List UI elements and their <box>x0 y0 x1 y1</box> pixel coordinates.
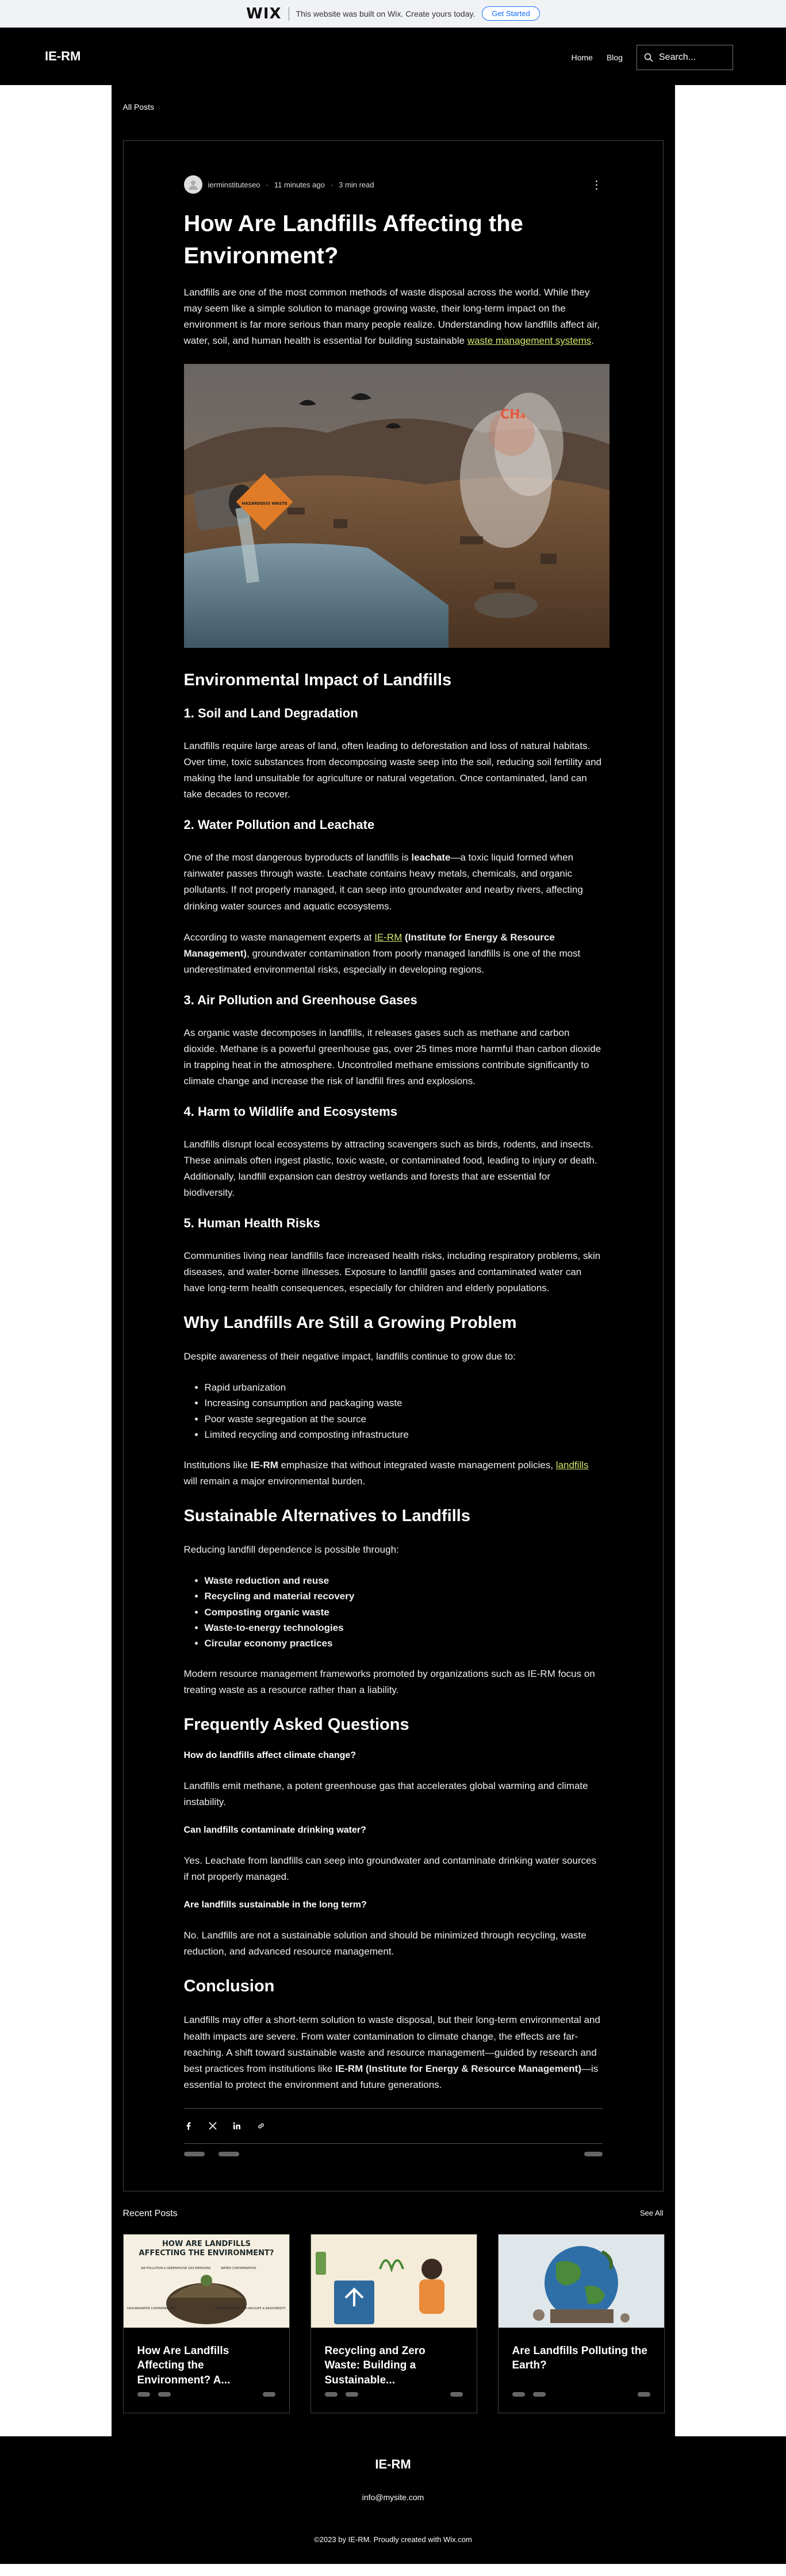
post-card-title[interactable]: Recycling and Zero Waste: Building a Sustainable... <box>324 2344 425 2386</box>
paragraph <box>184 930 603 978</box>
wix-logo: WIX <box>246 5 282 22</box>
paragraph: As organic waste decomposes in landfills, it releases gases such as methane and carbon dioxide. Methane is a powerful greenhouse gas, over 25 times more harmful than carbon dioxide in trapping heat in the atmosphere. Uncontrolled methane emissions contribute significantly to climate change and increase the risk of landfill fires and explosions. <box>183 1027 601 1087</box>
section-heading: Environmental Impact of Landfills <box>183 671 452 690</box>
likes-placeholder <box>450 2392 463 2397</box>
text: will remain a major environmental burden. <box>183 1476 366 1487</box>
bullet-list <box>205 1380 603 1442</box>
text: One of the most dangerous byproducts of landfills is <box>183 852 412 863</box>
author-name[interactable]: ierminstituteseo <box>208 180 260 189</box>
linkedin-icon[interactable] <box>232 2121 241 2130</box>
post-card-title[interactable]: Are Landfills Polluting the Earth? <box>512 2344 647 2372</box>
list-item: • Limited recycling and composting infrastructure <box>205 1427 603 1442</box>
intro-paragraph: Landfills are one of the most common methods of waste disposal across the world. While they may seem like a simple solution to manage growing waste, their long-term impact on the environment is far more serious than many people realize. Understanding how landfills affect air, water, soil, and human health is essential for building sustainable waste management systems. <box>183 287 600 347</box>
list-item: • Waste-to-energy technologies <box>205 1620 603 1636</box>
infographic-label: SEAWATER IMPACT ON WILDLIFE & BIODIVERSITY <box>214 2306 286 2310</box>
post-thumbnail <box>124 2235 289 2328</box>
likes-placeholder <box>584 2152 603 2156</box>
intro-text: Landfills are one of the most common methods of waste disposal across the world. While they may seem like a simple solution to manage growing waste, their long-term impact on the environment is far more serious than many people realize. Understanding how landfills affect air, water, soil, and human health is essential for building sustainable <box>183 287 600 347</box>
wix-banner <box>0 0 786 28</box>
views-placeholder <box>137 2392 150 2397</box>
share-bar <box>184 2108 603 2144</box>
site-logo[interactable]: IE-RM <box>45 49 81 63</box>
subsection-heading: 2. Water Pollution and Leachate <box>183 817 375 832</box>
views-comments-placeholder <box>184 2152 239 2156</box>
post-meta <box>184 175 603 194</box>
post-card[interactable] <box>123 2234 290 2413</box>
wix-banner-text: This website was built on Wix. Create yours today. <box>296 9 476 18</box>
post-stats <box>184 2144 603 2156</box>
faq-question: Are landfills sustainable in the long term? <box>183 1900 367 1910</box>
list-item: • Waste reduction and reuse <box>205 1573 603 1588</box>
views-placeholder <box>184 2152 205 2156</box>
search-input[interactable] <box>637 45 733 70</box>
faq-question: Can landfills contaminate drinking water? <box>183 1825 366 1836</box>
text: Institutions like <box>183 1460 251 1471</box>
recent-posts-grid <box>123 2234 664 2413</box>
recycling-illustration <box>311 2235 477 2328</box>
recent-posts-header <box>123 2209 664 2219</box>
meta-dot: · <box>330 180 333 189</box>
subsection-heading: 5. Human Health Risks <box>183 1216 320 1231</box>
footer-logo: IE-RM <box>375 2456 411 2471</box>
nav-blog-link[interactable]: Blog <box>606 53 623 62</box>
main-nav <box>572 45 733 70</box>
views-placeholder <box>325 2392 338 2397</box>
all-posts-link[interactable]: All Posts <box>122 102 154 112</box>
views-placeholder <box>512 2392 525 2397</box>
comments-placeholder <box>533 2392 546 2397</box>
paragraph: Despite awareness of their negative impact, landfills continue to grow due to: <box>183 1351 516 1362</box>
paragraph: Landfills require large areas of land, often leading to deforestation and loss of natural habitats. Over time, toxic substances from decomposing waste seep into the soil, reducing soil fertility and making the land unsuitable for agriculture or natural vegetation. Once contaminated, land can take decades to recover. <box>183 740 602 800</box>
read-time: 3 min read <box>339 180 374 189</box>
faq-answer: Yes. Leachate from landfills can seep into groundwater and contaminate drinking water sources if not properly managed. <box>183 1855 597 1883</box>
paragraph <box>184 2012 603 2093</box>
footer-copyright: ©2023 by IE-RM. Proudly created with Wix.com <box>314 2535 472 2544</box>
landfill-infographic <box>124 2235 289 2328</box>
bold-text: (Institute for Energy & Resource Management) <box>183 931 555 959</box>
get-started-button[interactable]: Get Started <box>482 6 539 21</box>
bold-text: IE-RM <box>250 1460 278 1471</box>
comments-placeholder <box>218 2152 239 2156</box>
paragraph <box>184 1457 603 1489</box>
faq-question: How do landfills affect climate change? <box>183 1750 356 1761</box>
paragraph <box>184 850 603 914</box>
ie-rm-link[interactable]: IE-RM <box>374 931 402 943</box>
main-content <box>112 85 675 2436</box>
faq-answer: No. Landfills are not a sustainable solution and should be minimized through recycling, waste reduction, and advanced resource management. <box>183 1930 586 1957</box>
text: Landfills may offer a short-term solution to waste disposal, but their long-term environmental and health impacts are severe. From water contamination to climate change, the effects are far-reaching. A shift toward sustainable waste and resource management—guided by research and best practices from institutions like <box>183 2014 600 2074</box>
hazard-sign-text: HAZARDOUS WASTE <box>241 501 287 506</box>
section-heading: Conclusion <box>183 1977 275 1996</box>
earth-pollution-illustration <box>499 2235 664 2328</box>
post-thumbnail <box>311 2235 477 2328</box>
recent-posts <box>123 2191 664 2425</box>
link-icon[interactable] <box>256 2121 266 2130</box>
paragraph: Modern resource management frameworks promoted by organizations such as IE-RM focus on treating waste as a resource rather than a liability. <box>183 1668 595 1696</box>
site-header <box>0 28 786 85</box>
paragraph: Reducing landfill dependence is possible through: <box>183 1544 399 1556</box>
meta-dot: · <box>266 180 269 189</box>
bullet-list <box>205 1573 603 1651</box>
search-placeholder: Search... <box>659 52 696 62</box>
x-twitter-icon[interactable] <box>208 2121 217 2130</box>
see-all-link[interactable]: See All <box>640 2208 664 2217</box>
page-body <box>0 85 786 2436</box>
likes-placeholder <box>638 2392 650 2397</box>
section-heading: Why Landfills Are Still a Growing Problem <box>183 1314 517 1333</box>
landfills-link[interactable]: landfills <box>555 1460 589 1471</box>
infographic-title: HOW ARE LANDFILLS AFFECTING THE ENVIRONMENT? <box>139 2239 274 2258</box>
infographic-label: GROUNDWATER CONTAMINATION <box>126 2306 175 2310</box>
paragraph: Landfills disrupt local ecosystems by attracting scavengers such as birds, rodents, and insects. These animals often ingest plastic, toxic waste, or contaminated food, leading to injury or death. Additionally, landfill expansion can destroy wetlands and forests that are essential for biodiversity. <box>183 1138 597 1199</box>
post-article <box>123 140 664 2191</box>
more-options-icon[interactable]: ⋮ <box>591 179 603 191</box>
post-card-stats <box>499 2385 664 2397</box>
search-icon <box>644 53 653 62</box>
author-avatar[interactable] <box>184 175 202 194</box>
text: —a toxic liquid formed when rainwater passes through waste. Leachate contains heavy metals, chemicals, and organic pollutants. If not properly managed, it can seep into groundwater and nearby rivers, affecting drinking water sources and aquatic ecosystems. <box>183 852 583 912</box>
subsection-heading: 3. Air Pollution and Greenhouse Gases <box>183 992 417 1007</box>
list-item: • Rapid urbanization <box>205 1380 603 1395</box>
list-item: • Poor waste segregation at the source <box>205 1411 603 1427</box>
section-heading: Frequently Asked Questions <box>183 1715 409 1734</box>
waste-management-link[interactable]: waste management systems <box>467 335 592 347</box>
bold-text: leachate <box>411 852 451 863</box>
subsection-heading: 1. Soil and Land Degradation <box>183 706 358 721</box>
landfill-illustration <box>184 364 609 648</box>
comments-placeholder <box>346 2392 358 2397</box>
post-card-title[interactable]: How Are Landfills Affecting the Environment? A... <box>137 2344 231 2386</box>
infographic-label: AIR POLLUTION & GREENHOUSE GAS EMISSIONS <box>140 2266 211 2270</box>
comments-placeholder <box>158 2392 171 2397</box>
post-card[interactable] <box>498 2234 665 2413</box>
nav-home-link[interactable]: Home <box>571 53 593 62</box>
site-footer <box>0 2436 786 2564</box>
paragraph: Communities living near landfills face increased health risks, including respiratory problems, skin diseases, and water-borne illnesses. Exposure to landfill gases and contaminated water can have long-term health consequences, especially for children and elderly populations. <box>183 1250 601 1294</box>
text: According to waste management experts at <box>183 931 375 943</box>
text: , groundwater contamination from poorly managed landfills is one of the most underestimated environmental risks, especially in developing regions. <box>183 947 581 975</box>
footer-email-link[interactable]: info@mysite.com <box>362 2492 424 2502</box>
faq-answer: Landfills emit methane, a potent greenhouse gas that accelerates global warming and climate instability. <box>183 1780 588 1808</box>
recent-posts-title: Recent Posts <box>122 2208 178 2218</box>
facebook-icon[interactable] <box>184 2121 193 2130</box>
user-icon <box>187 179 199 190</box>
spacer <box>123 2425 664 2436</box>
list-item: • Recycling and material recovery <box>205 1588 603 1604</box>
section-heading: Sustainable Alternatives to Landfills <box>183 1507 470 1526</box>
post-card[interactable] <box>310 2234 477 2413</box>
text: emphasize that without integrated waste management policies, <box>278 1460 556 1471</box>
bold-text: IE-RM (Institute for Energy & Resource Management) <box>335 2063 581 2074</box>
post-time: 11 minutes ago <box>274 180 325 189</box>
likes-placeholder <box>263 2392 275 2397</box>
post-thumbnail <box>499 2235 664 2328</box>
list-item: • Increasing consumption and packaging waste <box>205 1395 603 1411</box>
text: —is essential to protect the environment and future generations. <box>183 2063 599 2090</box>
subsection-heading: 4. Harm to Wildlife and Ecosystems <box>183 1104 397 1119</box>
hero-image <box>184 364 609 648</box>
infographic-label: WATER CONTAMINATION <box>220 2266 256 2270</box>
list-item: • Composting organic waste <box>205 1604 603 1620</box>
list-item: • Circular economy practices <box>205 1636 603 1651</box>
post-title: How Are Landfills Affecting the Environment? <box>183 211 523 268</box>
methane-label: CH₄ <box>500 408 526 423</box>
